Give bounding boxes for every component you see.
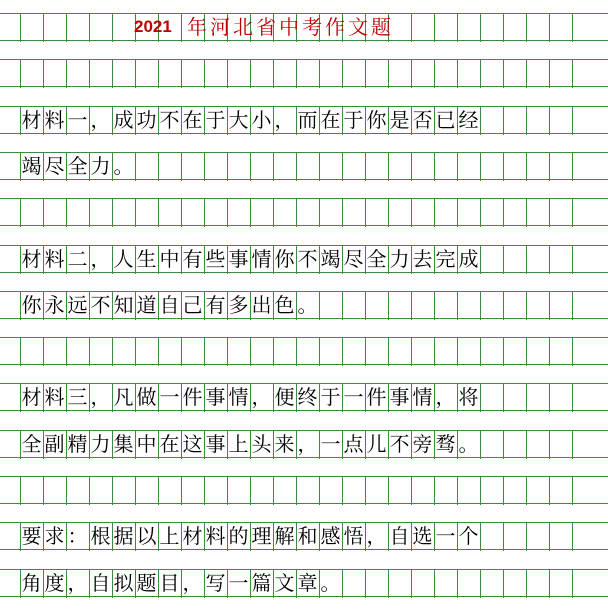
grid-character: 不 [297, 246, 318, 271]
grid-character: 功 [136, 107, 157, 132]
grid-character: 终 [297, 385, 318, 410]
grid-box-row [0, 59, 608, 87]
grid-character: 章 [297, 570, 318, 595]
grid-character: 永 [44, 292, 65, 317]
grid-character: 解 [274, 524, 295, 549]
grid-character: 力 [90, 153, 111, 178]
grid-character: 度 [44, 570, 65, 595]
grid-character: 人 [113, 246, 134, 271]
grid-character: 目 [159, 570, 180, 595]
grid-character: 上 [228, 431, 249, 456]
grid-character: ， [90, 107, 111, 132]
grid-character: 而 [297, 107, 318, 132]
text-line [0, 291, 608, 337]
grid-character: 一 [320, 431, 341, 456]
essay-line-text [0, 152, 608, 180]
grid-character: 材 [182, 524, 203, 549]
grid-character: 便 [274, 385, 295, 410]
grid-character: 色 [274, 292, 295, 317]
grid-character: 感 [320, 524, 341, 549]
grid-character: 是 [389, 107, 410, 132]
grid-character: 。 [320, 570, 341, 595]
grid-character: 文 [274, 570, 295, 595]
text-line [0, 569, 608, 615]
grid-character: 。 [458, 431, 479, 456]
essay-line-text [0, 569, 608, 597]
grid-character: 料 [205, 524, 226, 549]
grid-character: 于 [320, 385, 341, 410]
grid-character: 件 [366, 385, 387, 410]
grid-character: 竭 [21, 153, 42, 178]
grid-character: 自 [389, 524, 410, 549]
grid-character: 全 [21, 431, 42, 456]
grid-character: 于 [343, 107, 364, 132]
grid-character: 你 [274, 246, 295, 271]
grid-character: 出 [251, 292, 272, 317]
grid-character: 有 [205, 292, 226, 317]
essay-line-text [0, 430, 608, 458]
grid-box-row [0, 337, 608, 365]
grid-character: 一 [159, 385, 180, 410]
grid-character: 拟 [113, 570, 134, 595]
grid-character: 写 [205, 570, 226, 595]
grid-character: 已 [435, 107, 456, 132]
grid-character: 尽 [44, 153, 65, 178]
grid-character: ， [435, 385, 456, 410]
grid-character: 副 [44, 431, 65, 456]
grid-character: 上 [159, 524, 180, 549]
grid-character: 力 [90, 431, 111, 456]
essay-line-text [0, 522, 608, 550]
grid-box-row [0, 476, 608, 504]
text-line [0, 430, 608, 476]
grid-character: 于 [205, 107, 226, 132]
grid-character: ， [90, 385, 111, 410]
title-text: 年河北省中考作文题 [187, 15, 394, 39]
grid-character: 以 [136, 524, 157, 549]
grid-character: 题 [136, 570, 157, 595]
grid-character: 己 [182, 292, 203, 317]
title-row [0, 13, 608, 59]
grid-character: 自 [159, 292, 180, 317]
grid-character: 凡 [113, 385, 134, 410]
grid-character: 一 [228, 570, 249, 595]
grid-character: 大 [228, 107, 249, 132]
grid-character: 中 [159, 246, 180, 271]
grid-character: 材 [21, 385, 42, 410]
grid-character: 否 [412, 107, 433, 132]
title-year: 2021 [134, 17, 172, 36]
grid-character: 件 [182, 385, 203, 410]
grid-character: 篇 [251, 570, 272, 595]
blank-row [0, 198, 608, 244]
grid-character: ， [366, 524, 387, 549]
grid-character: 求 [44, 524, 65, 549]
grid-character: 不 [90, 292, 111, 317]
grid-character: 多 [228, 292, 249, 317]
grid-character: 的 [228, 524, 249, 549]
essay-line-text [0, 106, 608, 134]
grid-character: 全 [366, 246, 387, 271]
grid-character: 成 [113, 107, 134, 132]
grid-character: 。 [113, 153, 134, 178]
grid-character: 事 [205, 385, 226, 410]
grid-character: 你 [366, 107, 387, 132]
grid-character: 完 [435, 246, 456, 271]
grid-character: 个 [458, 524, 479, 549]
blank-row [0, 337, 608, 383]
blank-row [0, 59, 608, 105]
page-title [0, 13, 608, 41]
grid-character: 远 [67, 292, 88, 317]
grid-character: 一 [343, 385, 364, 410]
grid-character: 竭 [320, 246, 341, 271]
grid-character: 理 [251, 524, 272, 549]
grid-character: 一 [67, 107, 88, 132]
essay-line-text [0, 383, 608, 411]
grid-character: 全 [67, 153, 88, 178]
grid-character: 不 [389, 431, 410, 456]
grid-character: 悟 [343, 524, 364, 549]
grid-character: 骛 [435, 431, 456, 456]
grid-character: 旁 [412, 431, 433, 456]
grid-character: ， [297, 431, 318, 456]
essay-line-text [0, 291, 608, 319]
grid-character: 生 [136, 246, 157, 271]
grid-character: 料 [44, 107, 65, 132]
grid-character: 知 [113, 292, 134, 317]
grid-character: 料 [44, 385, 65, 410]
grid-character: 要 [21, 524, 42, 549]
grid-character: ， [90, 246, 111, 271]
blank-row [0, 476, 608, 522]
grid-character: 材 [21, 246, 42, 271]
grid-character: 你 [21, 292, 42, 317]
grid-character: ： [67, 524, 88, 549]
grid-character: 二 [67, 246, 88, 271]
text-line [0, 522, 608, 568]
grid-character: 点 [343, 431, 364, 456]
grid-character: 在 [320, 107, 341, 132]
grid-character: 。 [297, 292, 318, 317]
grid-character: 经 [458, 107, 479, 132]
grid-character: 根 [90, 524, 111, 549]
grid-character: 料 [44, 246, 65, 271]
grid-character: 儿 [366, 431, 387, 456]
grid-character: 做 [136, 385, 157, 410]
grid-character: 和 [297, 524, 318, 549]
grid-character: 选 [412, 524, 433, 549]
grid-character: 道 [136, 292, 157, 317]
grid-character: 情 [412, 385, 433, 410]
grid-character: 力 [389, 246, 410, 271]
text-line [0, 152, 608, 198]
grid-character: 自 [90, 570, 111, 595]
grid-character: 中 [136, 431, 157, 456]
grid-character: 去 [412, 246, 433, 271]
grid-character: 有 [182, 246, 203, 271]
grid-box-row [0, 198, 608, 226]
text-line [0, 245, 608, 291]
grid-character: 角 [21, 570, 42, 595]
grid-character: 将 [458, 385, 479, 410]
grid-character: 一 [435, 524, 456, 549]
grid-character: 头 [251, 431, 272, 456]
grid-character: 集 [113, 431, 134, 456]
text-line [0, 106, 608, 152]
grid-character: 情 [251, 246, 272, 271]
grid-character: ， [182, 570, 203, 595]
grid-character: 事 [228, 246, 249, 271]
grid-character: 在 [182, 107, 203, 132]
text-line [0, 383, 608, 429]
grid-character: 事 [389, 385, 410, 410]
grid-character: 精 [67, 431, 88, 456]
grid-character: 材 [21, 107, 42, 132]
grid-character: 在 [159, 431, 180, 456]
grid-character: 来 [274, 431, 295, 456]
essay-line-text [0, 245, 608, 273]
grid-character: 成 [458, 246, 479, 271]
grid-character: 不 [159, 107, 180, 132]
grid-character: ， [67, 570, 88, 595]
grid-character: 些 [205, 246, 226, 271]
grid-character: 情 [228, 385, 249, 410]
grid-character: 据 [113, 524, 134, 549]
grid-character: 小 [251, 107, 272, 132]
grid-character: ， [251, 385, 272, 410]
grid-character: 尽 [343, 246, 364, 271]
grid-character: ， [274, 107, 295, 132]
grid-character: 事 [205, 431, 226, 456]
grid-character: 这 [182, 431, 203, 456]
grid-character: 三 [67, 385, 88, 410]
